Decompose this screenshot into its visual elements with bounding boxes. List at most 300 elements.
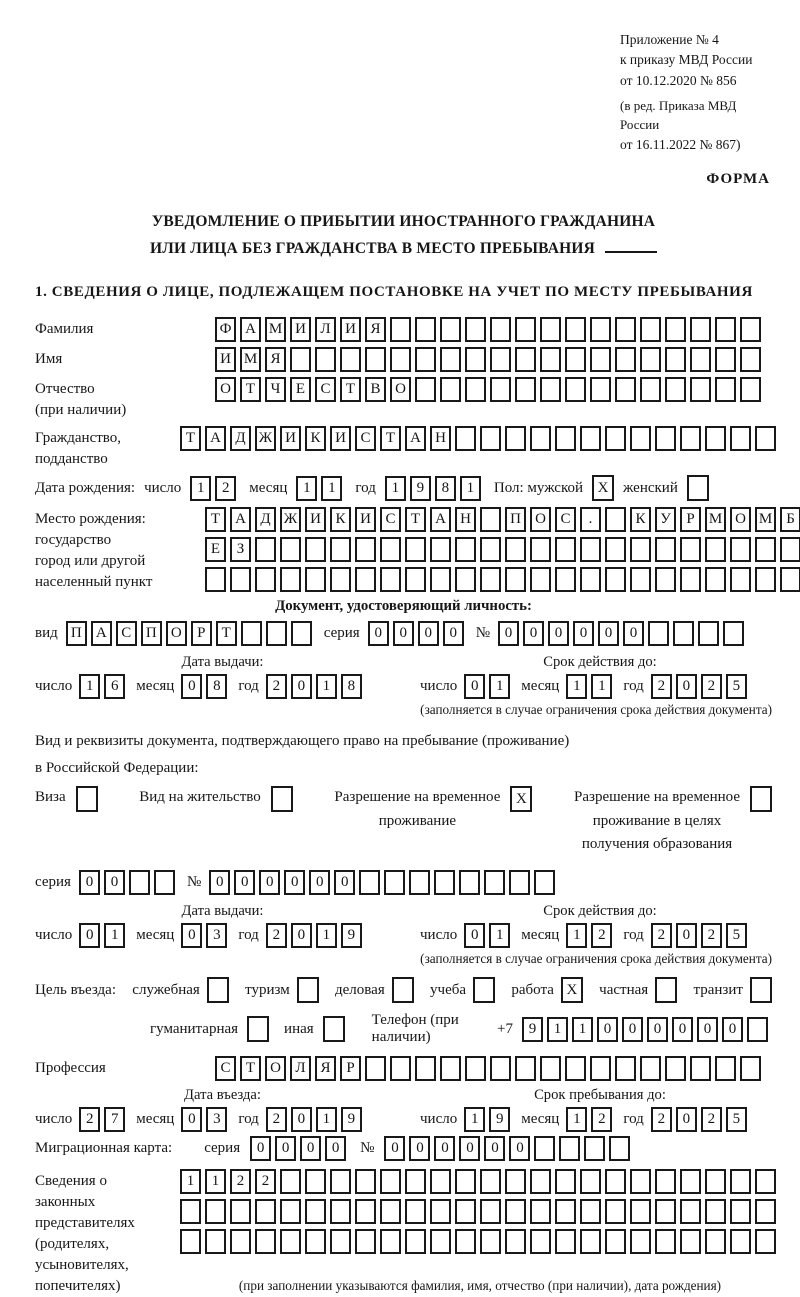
char-box[interactable] — [680, 537, 701, 562]
char-box[interactable] — [580, 1199, 601, 1224]
char-box[interactable] — [590, 347, 611, 372]
char-box[interactable] — [715, 377, 736, 402]
char-box[interactable] — [640, 377, 661, 402]
temp-residence-education-checkbox[interactable] — [750, 786, 772, 812]
char-box[interactable]: 1 — [316, 923, 337, 948]
char-box[interactable] — [690, 317, 711, 342]
char-box[interactable]: А — [230, 507, 251, 532]
char-box[interactable] — [565, 1056, 586, 1081]
char-box[interactable] — [715, 347, 736, 372]
char-box[interactable] — [698, 621, 719, 646]
purpose-other-checkbox[interactable] — [323, 1016, 345, 1042]
char-box[interactable] — [415, 1056, 436, 1081]
char-box[interactable]: Д — [230, 426, 251, 451]
char-box[interactable] — [590, 377, 611, 402]
char-box[interactable] — [584, 1136, 605, 1161]
char-box[interactable]: 0 — [623, 621, 644, 646]
char-box[interactable] — [609, 1136, 630, 1161]
char-box[interactable] — [630, 567, 651, 592]
char-box[interactable]: 0 — [275, 1136, 296, 1161]
char-box[interactable] — [630, 1199, 651, 1224]
char-box[interactable] — [555, 1199, 576, 1224]
char-box[interactable] — [680, 426, 701, 451]
char-box[interactable] — [730, 567, 751, 592]
char-box[interactable] — [355, 567, 376, 592]
char-box[interactable] — [723, 621, 744, 646]
char-box[interactable] — [205, 567, 226, 592]
char-box[interactable] — [305, 1229, 326, 1254]
char-box[interactable] — [455, 1229, 476, 1254]
char-box[interactable] — [355, 1169, 376, 1194]
char-box[interactable]: 7 — [104, 1107, 125, 1132]
char-box[interactable] — [465, 377, 486, 402]
char-box[interactable] — [390, 347, 411, 372]
char-box[interactable]: И — [340, 317, 361, 342]
char-box[interactable] — [705, 1199, 726, 1224]
char-box[interactable]: 0 — [104, 870, 125, 895]
char-box[interactable] — [505, 1169, 526, 1194]
char-box[interactable]: З — [230, 537, 251, 562]
char-box[interactable] — [430, 567, 451, 592]
char-box[interactable]: И — [355, 507, 376, 532]
char-box[interactable] — [380, 537, 401, 562]
char-box[interactable] — [330, 567, 351, 592]
char-box[interactable] — [315, 347, 336, 372]
char-box[interactable]: 3 — [206, 1107, 227, 1132]
char-box[interactable] — [555, 1229, 576, 1254]
char-box[interactable] — [555, 537, 576, 562]
char-box[interactable] — [266, 621, 287, 646]
char-box[interactable] — [355, 1229, 376, 1254]
char-box[interactable]: Т — [340, 377, 361, 402]
char-box[interactable] — [305, 1199, 326, 1224]
char-box[interactable]: Ч — [265, 377, 286, 402]
char-box[interactable] — [230, 567, 251, 592]
char-box[interactable]: 0 — [459, 1136, 480, 1161]
char-box[interactable]: И — [290, 317, 311, 342]
char-box[interactable]: 0 — [464, 923, 485, 948]
char-box[interactable] — [480, 426, 501, 451]
char-box[interactable] — [530, 426, 551, 451]
char-box[interactable]: Т — [180, 426, 201, 451]
char-box[interactable] — [380, 567, 401, 592]
char-box[interactable] — [530, 1169, 551, 1194]
char-box[interactable] — [648, 621, 669, 646]
char-box[interactable] — [305, 567, 326, 592]
char-box[interactable]: 0 — [79, 923, 100, 948]
char-box[interactable] — [730, 537, 751, 562]
char-box[interactable] — [509, 870, 530, 895]
char-box[interactable] — [330, 1229, 351, 1254]
char-box[interactable]: 0 — [676, 923, 697, 948]
char-box[interactable]: 1 — [464, 1107, 485, 1132]
char-box[interactable] — [730, 1169, 751, 1194]
char-box[interactable]: 0 — [409, 1136, 430, 1161]
char-box[interactable]: Т — [240, 1056, 261, 1081]
char-box[interactable] — [180, 1199, 201, 1224]
purpose-official-checkbox[interactable] — [207, 977, 229, 1003]
char-box[interactable]: 9 — [489, 1107, 510, 1132]
char-box[interactable] — [405, 537, 426, 562]
char-box[interactable]: Р — [680, 507, 701, 532]
char-box[interactable]: К — [305, 426, 326, 451]
char-box[interactable] — [380, 1229, 401, 1254]
char-box[interactable] — [780, 567, 800, 592]
char-box[interactable]: М — [705, 507, 726, 532]
char-box[interactable]: 0 — [259, 870, 280, 895]
char-box[interactable] — [690, 377, 711, 402]
char-box[interactable] — [605, 507, 626, 532]
char-box[interactable]: П — [66, 621, 87, 646]
char-box[interactable]: 2 — [701, 674, 722, 699]
char-box[interactable] — [455, 1199, 476, 1224]
char-box[interactable]: Т — [380, 426, 401, 451]
char-box[interactable] — [505, 426, 526, 451]
char-box[interactable] — [405, 1169, 426, 1194]
char-box[interactable] — [330, 1199, 351, 1224]
char-box[interactable] — [640, 317, 661, 342]
char-box[interactable]: 0 — [291, 1107, 312, 1132]
char-box[interactable] — [565, 347, 586, 372]
char-box[interactable]: 0 — [300, 1136, 321, 1161]
char-box[interactable] — [440, 317, 461, 342]
char-box[interactable] — [755, 537, 776, 562]
char-box[interactable] — [559, 1136, 580, 1161]
char-box[interactable]: 1 — [460, 476, 481, 501]
char-box[interactable]: М — [265, 317, 286, 342]
char-box[interactable] — [330, 537, 351, 562]
female-checkbox[interactable] — [687, 475, 709, 501]
char-box[interactable]: О — [390, 377, 411, 402]
residence-permit-checkbox[interactable] — [271, 786, 293, 812]
char-box[interactable] — [340, 347, 361, 372]
char-box[interactable]: С — [555, 507, 576, 532]
char-box[interactable] — [505, 537, 526, 562]
char-box[interactable]: 2 — [651, 923, 672, 948]
char-box[interactable]: 0 — [209, 870, 230, 895]
char-box[interactable]: 0 — [464, 674, 485, 699]
char-box[interactable] — [740, 317, 761, 342]
char-box[interactable]: 1 — [79, 674, 100, 699]
char-box[interactable]: 0 — [434, 1136, 455, 1161]
char-box[interactable]: 9 — [341, 923, 362, 948]
char-box[interactable] — [430, 537, 451, 562]
char-box[interactable] — [740, 377, 761, 402]
char-box[interactable] — [605, 426, 626, 451]
char-box[interactable]: Т — [216, 621, 237, 646]
char-box[interactable]: 0 — [181, 1107, 202, 1132]
char-box[interactable] — [690, 1056, 711, 1081]
char-box[interactable] — [630, 1229, 651, 1254]
char-box[interactable]: 1 — [566, 674, 587, 699]
char-box[interactable] — [705, 1169, 726, 1194]
char-box[interactable]: Ф — [215, 317, 236, 342]
char-box[interactable] — [290, 347, 311, 372]
char-box[interactable] — [390, 317, 411, 342]
char-box[interactable]: 1 — [566, 923, 587, 948]
char-box[interactable]: 0 — [284, 870, 305, 895]
char-box[interactable] — [555, 426, 576, 451]
char-box[interactable]: 1 — [489, 923, 510, 948]
char-box[interactable] — [205, 1199, 226, 1224]
char-box[interactable]: 1 — [566, 1107, 587, 1132]
char-box[interactable]: 0 — [291, 923, 312, 948]
char-box[interactable] — [205, 1229, 226, 1254]
char-box[interactable] — [655, 426, 676, 451]
char-box[interactable]: 2 — [215, 476, 236, 501]
char-box[interactable]: Б — [780, 507, 800, 532]
char-box[interactable] — [241, 621, 262, 646]
char-box[interactable]: 5 — [726, 674, 747, 699]
char-box[interactable] — [405, 1229, 426, 1254]
char-box[interactable] — [534, 1136, 555, 1161]
char-box[interactable]: Р — [340, 1056, 361, 1081]
char-box[interactable] — [680, 567, 701, 592]
char-box[interactable]: Е — [205, 537, 226, 562]
char-box[interactable]: 0 — [418, 621, 439, 646]
char-box[interactable] — [655, 537, 676, 562]
purpose-humanitarian-checkbox[interactable] — [247, 1016, 269, 1042]
char-box[interactable]: С — [380, 507, 401, 532]
char-box[interactable]: 0 — [291, 674, 312, 699]
char-box[interactable] — [615, 317, 636, 342]
char-box[interactable] — [484, 870, 505, 895]
char-box[interactable] — [440, 347, 461, 372]
char-box[interactable] — [434, 870, 455, 895]
char-box[interactable]: И — [215, 347, 236, 372]
char-box[interactable]: Е — [290, 377, 311, 402]
char-box[interactable] — [505, 567, 526, 592]
char-box[interactable]: П — [141, 621, 162, 646]
char-box[interactable]: 1 — [547, 1017, 568, 1042]
char-box[interactable] — [615, 377, 636, 402]
char-box[interactable] — [680, 1169, 701, 1194]
char-box[interactable]: С — [315, 377, 336, 402]
char-box[interactable]: С — [355, 426, 376, 451]
char-box[interactable]: И — [305, 507, 326, 532]
char-box[interactable] — [555, 567, 576, 592]
char-box[interactable] — [515, 377, 536, 402]
char-box[interactable] — [755, 567, 776, 592]
char-box[interactable]: Л — [315, 317, 336, 342]
char-box[interactable] — [280, 567, 301, 592]
char-box[interactable] — [755, 1229, 776, 1254]
char-box[interactable] — [390, 1056, 411, 1081]
char-box[interactable] — [673, 621, 694, 646]
char-box[interactable] — [640, 347, 661, 372]
char-box[interactable] — [540, 1056, 561, 1081]
char-box[interactable] — [440, 377, 461, 402]
char-box[interactable] — [480, 1169, 501, 1194]
char-box[interactable]: 8 — [341, 674, 362, 699]
purpose-private-checkbox[interactable] — [655, 977, 677, 1003]
char-box[interactable] — [465, 317, 486, 342]
purpose-business-checkbox[interactable] — [392, 977, 414, 1003]
char-box[interactable]: 0 — [598, 621, 619, 646]
char-box[interactable] — [680, 1229, 701, 1254]
char-box[interactable] — [455, 426, 476, 451]
char-box[interactable]: 2 — [591, 1107, 612, 1132]
char-box[interactable]: 1 — [316, 674, 337, 699]
char-box[interactable] — [405, 1199, 426, 1224]
char-box[interactable] — [540, 377, 561, 402]
char-box[interactable]: 2 — [255, 1169, 276, 1194]
char-box[interactable]: 2 — [266, 1107, 287, 1132]
char-box[interactable] — [555, 1169, 576, 1194]
char-box[interactable] — [615, 347, 636, 372]
char-box[interactable] — [540, 317, 561, 342]
char-box[interactable] — [490, 317, 511, 342]
char-box[interactable] — [580, 1229, 601, 1254]
char-box[interactable] — [330, 1169, 351, 1194]
char-box[interactable]: 0 — [573, 621, 594, 646]
char-box[interactable]: 8 — [206, 674, 227, 699]
char-box[interactable] — [465, 347, 486, 372]
char-box[interactable]: М — [240, 347, 261, 372]
char-box[interactable]: 0 — [676, 1107, 697, 1132]
char-box[interactable]: У — [655, 507, 676, 532]
char-box[interactable] — [305, 1169, 326, 1194]
char-box[interactable]: 1 — [205, 1169, 226, 1194]
char-box[interactable]: 0 — [181, 674, 202, 699]
char-box[interactable] — [490, 1056, 511, 1081]
char-box[interactable]: А — [240, 317, 261, 342]
char-box[interactable] — [534, 870, 555, 895]
char-box[interactable]: 0 — [250, 1136, 271, 1161]
char-box[interactable] — [255, 1199, 276, 1224]
char-box[interactable] — [530, 1229, 551, 1254]
char-box[interactable] — [605, 1169, 626, 1194]
char-box[interactable]: К — [330, 507, 351, 532]
char-box[interactable]: 0 — [443, 621, 464, 646]
char-box[interactable] — [490, 377, 511, 402]
char-box[interactable] — [409, 870, 430, 895]
char-box[interactable]: И — [280, 426, 301, 451]
char-box[interactable]: Д — [255, 507, 276, 532]
char-box[interactable] — [490, 347, 511, 372]
char-box[interactable]: О — [166, 621, 187, 646]
purpose-study-checkbox[interactable] — [473, 977, 495, 1003]
char-box[interactable]: 5 — [726, 923, 747, 948]
char-box[interactable] — [480, 1229, 501, 1254]
char-box[interactable]: Ж — [280, 507, 301, 532]
char-box[interactable] — [515, 317, 536, 342]
char-box[interactable] — [705, 426, 726, 451]
char-box[interactable] — [480, 567, 501, 592]
char-box[interactable] — [580, 426, 601, 451]
char-box[interactable] — [755, 1199, 776, 1224]
char-box[interactable]: 0 — [647, 1017, 668, 1042]
char-box[interactable]: 3 — [206, 923, 227, 948]
char-box[interactable]: 2 — [701, 1107, 722, 1132]
char-box[interactable]: 8 — [435, 476, 456, 501]
char-box[interactable] — [690, 347, 711, 372]
char-box[interactable] — [640, 1056, 661, 1081]
char-box[interactable] — [605, 537, 626, 562]
char-box[interactable] — [755, 426, 776, 451]
char-box[interactable]: 1 — [489, 674, 510, 699]
char-box[interactable] — [459, 870, 480, 895]
char-box[interactable] — [605, 1199, 626, 1224]
char-box[interactable]: О — [265, 1056, 286, 1081]
char-box[interactable] — [430, 1229, 451, 1254]
char-box[interactable] — [590, 317, 611, 342]
char-box[interactable] — [630, 1169, 651, 1194]
char-box[interactable] — [255, 567, 276, 592]
char-box[interactable]: 0 — [509, 1136, 530, 1161]
char-box[interactable] — [705, 537, 726, 562]
char-box[interactable] — [705, 1229, 726, 1254]
char-box[interactable]: 1 — [572, 1017, 593, 1042]
char-box[interactable]: 2 — [230, 1169, 251, 1194]
char-box[interactable] — [230, 1229, 251, 1254]
char-box[interactable] — [129, 870, 150, 895]
char-box[interactable]: . — [580, 507, 601, 532]
char-box[interactable] — [565, 377, 586, 402]
char-box[interactable]: К — [630, 507, 651, 532]
char-box[interactable] — [530, 567, 551, 592]
char-box[interactable] — [580, 1169, 601, 1194]
char-box[interactable] — [455, 537, 476, 562]
char-box[interactable]: С — [116, 621, 137, 646]
char-box[interactable] — [605, 567, 626, 592]
purpose-tourism-checkbox[interactable] — [297, 977, 319, 1003]
char-box[interactable]: Я — [315, 1056, 336, 1081]
char-box[interactable] — [305, 537, 326, 562]
char-box[interactable]: 0 — [181, 923, 202, 948]
char-box[interactable] — [455, 567, 476, 592]
char-box[interactable]: Т — [240, 377, 261, 402]
char-box[interactable] — [530, 1199, 551, 1224]
char-box[interactable] — [780, 537, 800, 562]
char-box[interactable] — [455, 1169, 476, 1194]
char-box[interactable]: П — [505, 507, 526, 532]
char-box[interactable] — [480, 537, 501, 562]
char-box[interactable] — [530, 537, 551, 562]
char-box[interactable]: 2 — [79, 1107, 100, 1132]
char-box[interactable] — [384, 870, 405, 895]
char-box[interactable] — [280, 1169, 301, 1194]
char-box[interactable]: 0 — [597, 1017, 618, 1042]
char-box[interactable] — [180, 1229, 201, 1254]
char-box[interactable]: 0 — [498, 621, 519, 646]
char-box[interactable]: 9 — [410, 476, 431, 501]
char-box[interactable]: Н — [430, 426, 451, 451]
char-box[interactable]: 0 — [622, 1017, 643, 1042]
char-box[interactable] — [365, 347, 386, 372]
visa-checkbox[interactable] — [76, 786, 98, 812]
char-box[interactable] — [740, 347, 761, 372]
char-box[interactable]: М — [755, 507, 776, 532]
char-box[interactable] — [359, 870, 380, 895]
char-box[interactable] — [280, 1199, 301, 1224]
char-box[interactable] — [630, 426, 651, 451]
char-box[interactable] — [715, 317, 736, 342]
char-box[interactable]: 1 — [190, 476, 211, 501]
char-box[interactable]: 0 — [393, 621, 414, 646]
char-box[interactable]: 5 — [726, 1107, 747, 1132]
char-box[interactable] — [655, 1169, 676, 1194]
char-box[interactable]: 0 — [384, 1136, 405, 1161]
char-box[interactable]: 1 — [591, 674, 612, 699]
char-box[interactable] — [365, 1056, 386, 1081]
purpose-transit-checkbox[interactable] — [750, 977, 772, 1003]
char-box[interactable]: 1 — [321, 476, 342, 501]
char-box[interactable] — [415, 377, 436, 402]
temp-residence-checkbox[interactable]: X — [510, 786, 532, 812]
char-box[interactable]: 0 — [334, 870, 355, 895]
char-box[interactable]: 0 — [697, 1017, 718, 1042]
